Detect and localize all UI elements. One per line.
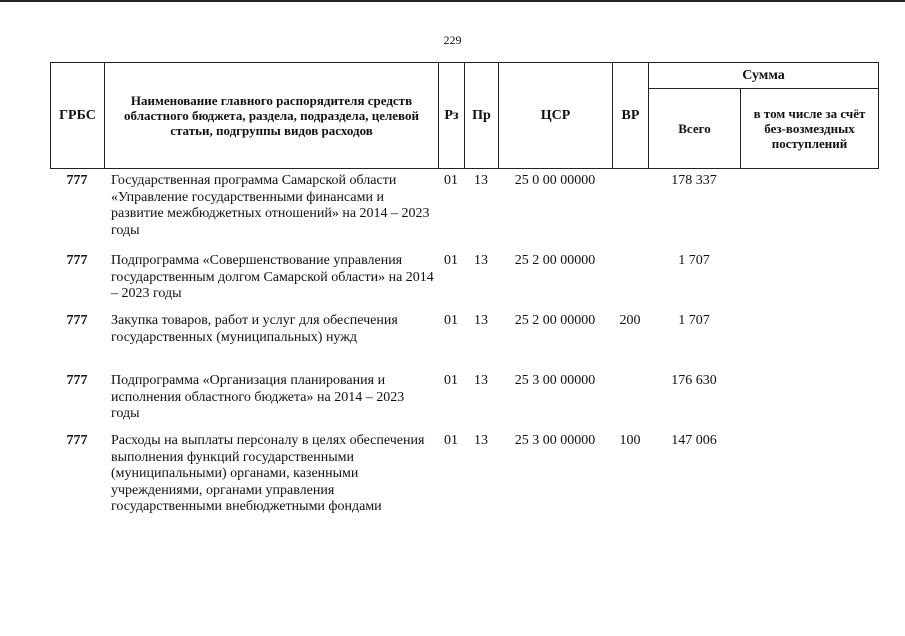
header-sum: Сумма: [649, 63, 879, 89]
cell-csr: 25 3 00 00000: [514, 373, 596, 388]
cell-grbs: 777: [66, 313, 88, 328]
header-name: Наименование главного распорядителя средств областного бюджета, раздела, подраздела, целевой статьи, подгруппы видов расходов: [105, 63, 439, 169]
cell-pr: 13: [474, 373, 488, 388]
cell-pr: 13: [474, 173, 488, 188]
cell-csr: 25 3 00 00000: [514, 433, 596, 448]
cell-total: 1 707: [678, 253, 710, 268]
page-number: 229: [443, 33, 462, 47]
cell-grbs: 777: [66, 253, 88, 268]
top-rule: [0, 0, 905, 2]
header-total: Всего: [649, 89, 741, 169]
cell-rz: 01: [444, 433, 458, 448]
cell-name: Подпрограмма «Организация планирования и исполнения областного бюджета» на 2014 – 2023 годы: [111, 373, 405, 421]
cell-csr: 25 2 00 00000: [514, 313, 596, 328]
table-header: [50, 62, 879, 169]
cell-pr: 13: [474, 433, 488, 448]
cell-grbs: 777: [66, 433, 88, 448]
cell-total: 176 630: [671, 373, 717, 388]
header-rz: Рз: [439, 63, 465, 169]
cell-total: 147 006: [671, 433, 717, 448]
cell-rz: 01: [444, 373, 458, 388]
header-pr: Пр: [465, 63, 499, 169]
cell-pr: 13: [474, 253, 488, 268]
cell-grbs: 777: [66, 173, 88, 188]
cell-csr: 25 0 00 00000: [514, 173, 596, 188]
cell-name: Расходы на выплаты персоналу в целях обеспечения выполнения функций государственными (муниципальными) органами, казенными учреждениями, органами управления государственными внебюджетными фондами: [111, 433, 425, 514]
cell-grbs: 777: [66, 373, 88, 388]
cell-name: Подпрограмма «Совершенствование управления государственным долгом Самарской области» на 2014 – 2023 годы: [111, 253, 434, 301]
cell-csr: 25 2 00 00000: [514, 253, 596, 268]
cell-pr: 13: [474, 313, 488, 328]
cell-vr: 200: [619, 313, 641, 328]
cell-rz: 01: [444, 173, 458, 188]
header-incl: в том числе за счёт без-возмездных поступлений: [741, 89, 879, 169]
cell-rz: 01: [444, 313, 458, 328]
cell-vr: 100: [619, 433, 641, 448]
cell-rz: 01: [444, 253, 458, 268]
header-csr: ЦСР: [499, 63, 613, 169]
header-vr: ВР: [613, 63, 649, 169]
cell-name: Закупка товаров, работ и услуг для обеспечения государственных (муниципальных) нужд: [111, 313, 398, 345]
header-grbs: ГРБС: [51, 63, 105, 169]
cell-total: 1 707: [678, 313, 710, 328]
cell-name: Государственная программа Самарской области «Управление государственными финансами и развитие межбюджетных отношений» на 2014 – 2023 годы: [111, 173, 430, 238]
cell-total: 178 337: [671, 173, 717, 188]
